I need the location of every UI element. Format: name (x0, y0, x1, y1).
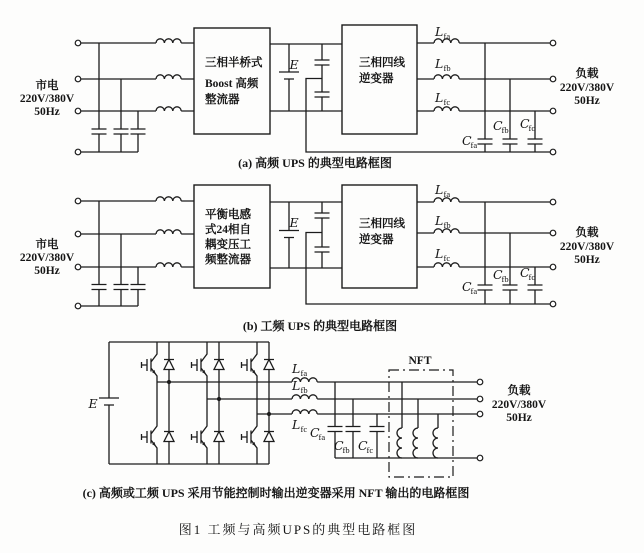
igbt-symbol (192, 424, 208, 450)
figure-caption: 图1 工频与高频UPS的典型电路框图 (178, 522, 418, 537)
output-terminal (550, 40, 556, 46)
input-terminal (75, 198, 81, 204)
load-frequency: 50Hz (574, 254, 600, 266)
igbt-symbol (142, 424, 158, 450)
output-filter-capacitor (346, 427, 361, 432)
diagram-b (20, 182, 615, 333)
input-filter-capacitor (92, 285, 107, 290)
output-terminal (550, 149, 556, 155)
caption-b: (b) 工频 UPS 的典型电路框图 (242, 319, 398, 333)
inverter-label: 逆变器 (359, 73, 394, 85)
inductor-label: L (435, 213, 444, 228)
capacitor-label-sub: fa (470, 286, 478, 296)
capacitor-label: C (310, 425, 320, 440)
dc-link-capacitor (315, 213, 330, 218)
capacitor-label: C (462, 279, 472, 294)
capacitor-label: C (493, 267, 503, 282)
output-inductor-coil (292, 395, 317, 399)
diode-symbol (264, 424, 274, 450)
battery-symbol (279, 72, 299, 79)
input-terminal (75, 264, 81, 270)
inverter-label: 三相四线 (359, 218, 405, 230)
inductor-label-sub: fa (443, 31, 451, 41)
inductor-label-sub: fb (443, 63, 451, 73)
output-terminal (550, 230, 556, 236)
battery-label: E (289, 57, 299, 72)
battery-label: E (289, 215, 299, 230)
input-terminal (75, 76, 81, 82)
input-filter-capacitor (114, 129, 129, 134)
output-terminal (550, 108, 556, 114)
inductor-label: L (435, 56, 444, 71)
input-inductor-coil (156, 263, 181, 267)
output-terminal (477, 455, 483, 461)
junction-dot (167, 380, 171, 384)
rectifier-label: Boost 高频 (205, 78, 259, 90)
inductor-label: L (292, 378, 301, 393)
diagram-c (83, 342, 547, 500)
inductor-label: L (292, 361, 301, 376)
nft-inductor-coil (433, 428, 438, 458)
load-voltage: 220V/380V (491, 399, 547, 411)
capacitor-label-sub: fc (528, 123, 536, 133)
diode-symbol (214, 424, 224, 450)
capacitor-label: C (520, 265, 530, 280)
output-terminal (477, 379, 483, 385)
inverter-label: 逆变器 (359, 234, 394, 246)
rectifier-label: 整流器 (205, 94, 240, 106)
capacitor-label: C (520, 116, 530, 131)
input-inductor-coil (156, 39, 181, 43)
input-filter-capacitor (92, 129, 107, 134)
output-terminal (550, 301, 556, 307)
rectifier-label: 平衡电感 (205, 209, 251, 221)
input-terminal (75, 108, 81, 114)
input-filter-capacitor (114, 285, 129, 290)
inverter-label: 三相四线 (359, 57, 405, 69)
input-inductor-coil (156, 75, 181, 79)
dc-link-capacitor (315, 247, 330, 252)
source-frequency: 50Hz (34, 265, 60, 277)
rectifier-label: 耦变压工 (205, 239, 251, 251)
inductor-label: L (292, 417, 301, 432)
rectifier-label: 式24相自 (205, 224, 251, 236)
input-terminal (75, 231, 81, 237)
source-frequency: 50Hz (34, 106, 60, 118)
output-terminal (550, 199, 556, 205)
source-voltage: 220V/380V (19, 252, 75, 264)
input-filter-capacitor (131, 129, 146, 134)
load-voltage: 220V/380V (559, 82, 615, 94)
capacitor-label-sub: fc (366, 445, 374, 455)
capacitor-label-sub: fb (342, 445, 350, 455)
input-terminal (75, 303, 81, 309)
capacitor-label: C (334, 438, 344, 453)
inductor-label: L (435, 182, 444, 197)
junction-dot (217, 397, 221, 401)
capacitor-label-sub: fa (318, 432, 326, 442)
capacitor-label: C (493, 118, 503, 133)
capacitor-label: C (358, 438, 368, 453)
battery-symbol (279, 231, 299, 238)
caption-c: (c) 高频或工频 UPS 采用节能控制时输出逆变器采用 NFT 输出的电路框图 (82, 486, 470, 500)
load-frequency: 50Hz (574, 95, 600, 107)
inductor-label-sub: fb (443, 220, 451, 230)
igbt-symbol (142, 352, 158, 378)
capacitor-label-sub: fb (501, 125, 509, 135)
battery-label: E (88, 396, 98, 411)
inductor-label: L (435, 246, 444, 261)
output-terminal (550, 76, 556, 82)
output-terminal (477, 396, 483, 402)
inductor-label-sub: fc (443, 253, 451, 263)
output-filter-capacitor (503, 285, 518, 290)
input-filter-capacitor (131, 285, 146, 290)
junction-dot (267, 412, 271, 416)
load-name: 负载 (575, 68, 599, 80)
igbt-symbol (242, 352, 258, 378)
output-inductor-coil (434, 75, 459, 79)
diode-symbol (214, 352, 224, 378)
inductor-label-sub: fa (443, 189, 451, 199)
diode-symbol (264, 352, 274, 378)
igbt-symbol (192, 352, 208, 378)
output-filter-capacitor (478, 285, 493, 290)
inductor-label-sub: fa (300, 368, 308, 378)
rectifier-label: 频整流器 (205, 254, 251, 266)
dc-link-capacitor (315, 60, 330, 65)
nft-box (389, 370, 453, 477)
output-terminal (550, 264, 556, 270)
capacitor-label-sub: fc (528, 272, 536, 282)
capacitor-label-sub: fa (470, 140, 478, 150)
input-inductor-coil (156, 107, 181, 111)
capacitor-label: C (462, 133, 472, 148)
rectifier-box-b (194, 185, 270, 288)
nft-inductor-coil (397, 428, 402, 458)
inductor-label-sub: fc (443, 97, 451, 107)
output-filter-capacitor (328, 427, 343, 432)
dc-link-capacitor (315, 92, 330, 97)
output-filter-capacitor (370, 427, 385, 432)
source-voltage: 220V/380V (19, 93, 75, 105)
output-filter-capacitor (503, 139, 518, 144)
input-inductor-coil (156, 197, 181, 201)
inductor-label-sub: fb (300, 385, 308, 395)
diode-symbol (164, 424, 174, 450)
input-terminal (75, 40, 81, 46)
output-filter-capacitor (528, 285, 543, 290)
source-name: 市电 (35, 239, 59, 251)
battery-symbol (99, 398, 119, 405)
diagram-a (20, 24, 615, 170)
rectifier-label: 三相半桥式 (205, 57, 263, 69)
load-name: 负载 (575, 227, 599, 239)
nft-inductor-coil (413, 428, 418, 458)
input-terminal (75, 149, 81, 155)
output-inductor-coil (434, 263, 459, 267)
inductor-label: L (435, 24, 444, 39)
nft-label: NFT (408, 355, 432, 367)
diode-symbol (164, 352, 174, 378)
output-filter-capacitor (478, 139, 493, 144)
load-frequency: 50Hz (506, 412, 532, 424)
output-filter-capacitor (528, 139, 543, 144)
caption-a: (a) 高频 UPS 的典型电路框图 (238, 156, 392, 170)
output-inductor-coil (292, 410, 317, 414)
input-inductor-coil (156, 230, 181, 234)
output-inductor-coil (434, 107, 459, 111)
output-terminal (477, 411, 483, 417)
igbt-symbol (242, 424, 258, 450)
load-name: 负载 (507, 385, 531, 397)
load-voltage: 220V/380V (559, 241, 615, 253)
inductor-label: L (435, 90, 444, 105)
inductor-label-sub: fc (300, 424, 308, 434)
source-name: 市电 (35, 80, 59, 92)
capacitor-label-sub: fb (501, 274, 509, 284)
